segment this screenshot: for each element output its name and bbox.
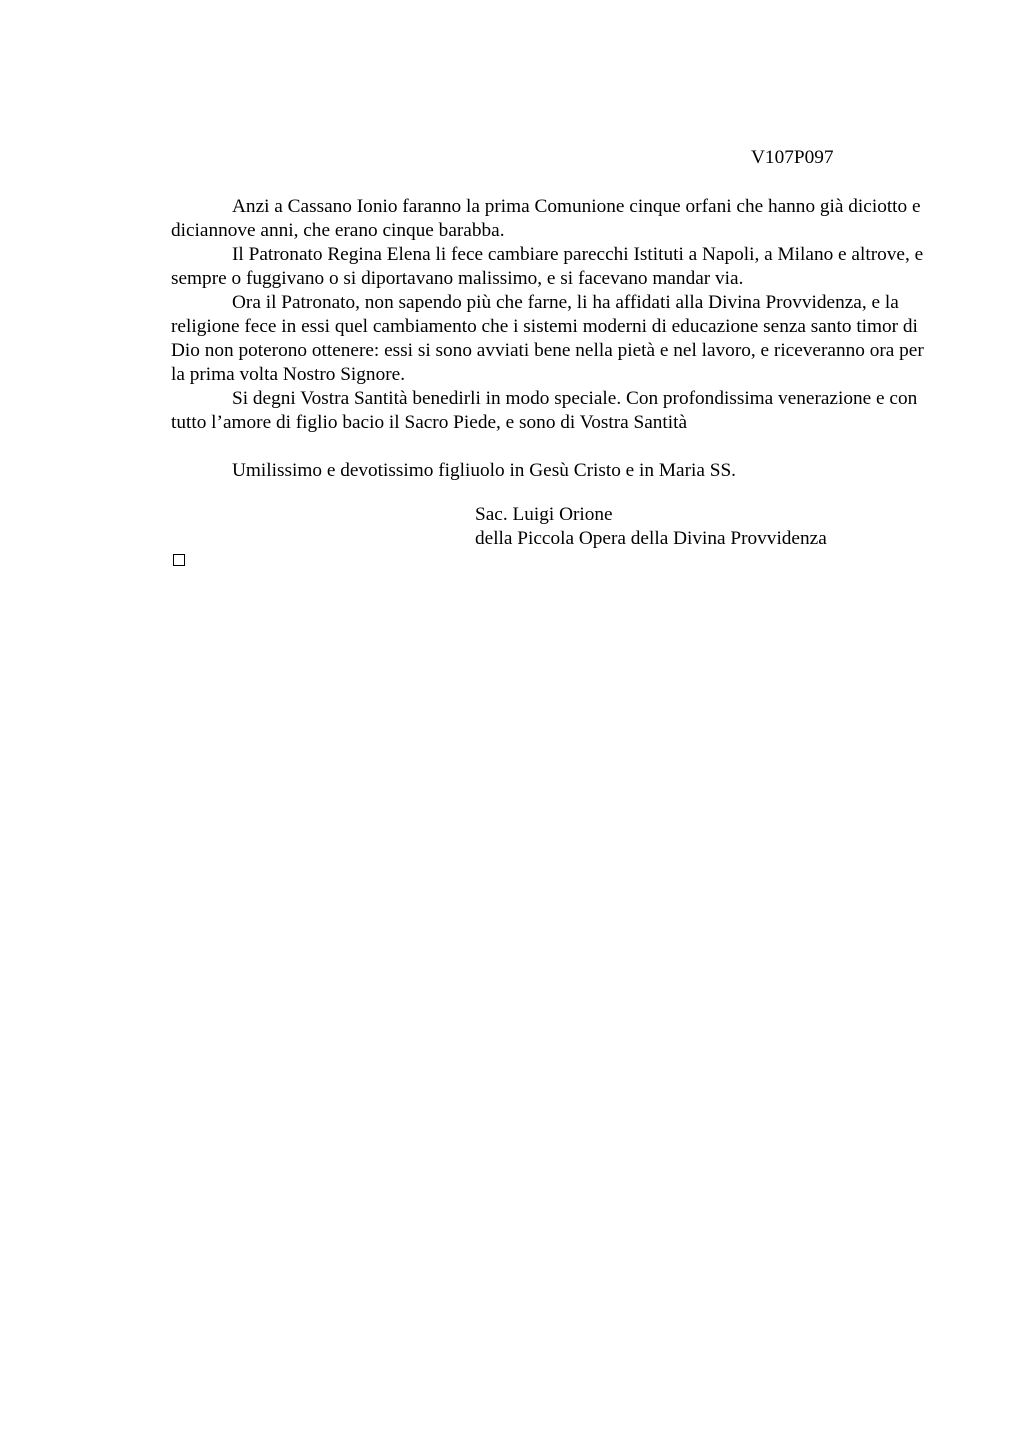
signature-affiliation: della Piccola Opera della Divina Provvidenza xyxy=(475,528,827,549)
closing-line: Umilissimo e devotissimo figliuolo in Gesù Cristo e in Maria SS. xyxy=(232,460,736,481)
paragraph-2: Il Patronato Regina Elena li fece cambiare parecchi Istituti a Napoli, a Milano e altrove, e sempre o fuggivano o si diportavano malissimo, e si facevano mandar via. xyxy=(171,244,924,289)
empty-square-icon xyxy=(173,554,185,566)
paragraph-3: Ora il Patronato, non sapendo più che farne, li ha affidati alla Divina Provvidenza, e la religione fece in essi quel cambiamento che i sistemi moderni di educazione senza santo timor di Dio non poterono ottenere: essi si sono avviati bene nella pietà e nel lavoro, e riceveranno ora per la prima volta Nostro Signore. xyxy=(171,292,924,385)
paragraph-1: Anzi a Cassano Ionio faranno la prima Comunione cinque orfani che hanno già diciotto e diciannove anni, che erano cinque barabba. xyxy=(171,196,921,241)
signature-name: Sac. Luigi Orione xyxy=(475,504,613,525)
signature-block xyxy=(475,503,827,551)
letter-body xyxy=(171,195,941,483)
page-code: V107P097 xyxy=(751,147,834,168)
paragraph-4: Si degni Vostra Santità benedirli in modo speciale. Con profondissima venerazione e con tutto l’amore di figlio bacio il Sacro Piede, e sono di Vostra Santità xyxy=(171,388,918,433)
